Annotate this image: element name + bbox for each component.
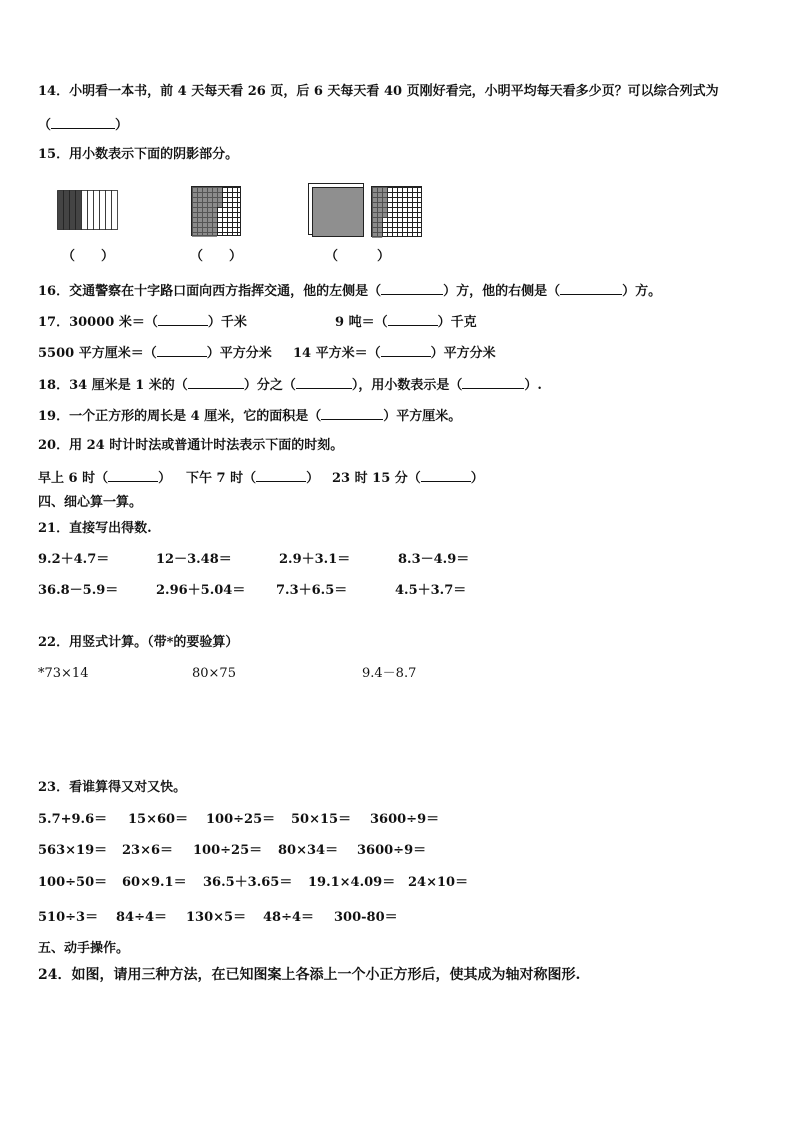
q15-figure-3a <box>308 183 366 237</box>
grid-cell-shaded <box>382 192 387 197</box>
grid-cell-shaded <box>202 187 207 192</box>
grid-cell-shaded <box>377 223 382 228</box>
strip-cell-shaded <box>70 191 76 230</box>
q23-r3-c1: 100÷50＝ <box>38 875 108 890</box>
grid-cell-shaded <box>202 197 207 202</box>
q23-r1-c3: 100÷25＝ <box>206 812 276 827</box>
grid-cell-shaded <box>382 187 387 192</box>
q16-blank-right[interactable] <box>560 282 622 295</box>
grid-cell-shaded <box>197 217 202 222</box>
q23-r3-c2: 60×9.1＝ <box>122 875 187 890</box>
q22-item-1: *73×14 <box>38 666 89 681</box>
grid-cell-shaded <box>192 207 197 212</box>
q23-r4-c4: 48÷4＝ <box>263 910 315 925</box>
q20-blank-b[interactable] <box>256 469 306 482</box>
grid-cell-shaded <box>197 212 202 217</box>
grid-cell-shaded <box>212 192 217 197</box>
grid-cell-shaded <box>192 187 197 192</box>
q23-r2-c2: 23×6＝ <box>122 843 174 858</box>
grid-cell-shaded <box>382 202 387 207</box>
grid-cell-shaded <box>207 227 212 232</box>
grid-cell-shaded <box>197 222 202 227</box>
grid-cell-shaded <box>377 213 382 218</box>
strip-cell <box>82 191 88 230</box>
grid-cell-shaded <box>207 187 212 192</box>
hundredths-grid-figure <box>192 187 242 237</box>
grid-cell-shaded <box>377 192 382 197</box>
q14-blank[interactable] <box>51 116 115 129</box>
q23-r2-c5: 3600÷9＝ <box>357 843 427 858</box>
q21-r2-c2: 2.96＋5.04＝ <box>156 583 246 598</box>
section-4-heading: 四、细心算一算。 <box>38 495 143 510</box>
q23-title: 23．看谁算得又对又快。 <box>38 780 187 795</box>
q23-r3-c4: 19.1×4.09＝ <box>308 875 396 890</box>
grid-cell-shaded <box>207 197 212 202</box>
grid-cell-shaded <box>197 207 202 212</box>
grid-cell-shaded <box>372 207 377 212</box>
q23-r2-c1: 563×19＝ <box>38 843 108 858</box>
q23-r4-c1: 510÷3＝ <box>38 910 99 925</box>
q17-blank-b[interactable] <box>388 313 438 326</box>
grid-cell-shaded <box>217 202 222 207</box>
grid-cell-shaded <box>382 197 387 202</box>
q20-blank-c[interactable] <box>421 469 471 482</box>
grid-cell-shaded <box>372 233 377 238</box>
grid-cell-shaded <box>207 212 212 217</box>
q21-r2-c3: 7.3＋6.5＝ <box>276 583 348 598</box>
grid-cell-shaded <box>212 187 217 192</box>
grid-cell-shaded <box>207 232 212 237</box>
strip-cell <box>106 191 112 230</box>
grid-cell-shaded <box>212 222 217 227</box>
full-square-figure <box>308 183 366 237</box>
grid-cell-shaded <box>377 187 382 192</box>
q15-figure-1 <box>57 190 118 230</box>
q23-r2-c3: 100÷25＝ <box>193 843 263 858</box>
grid-cell-shaded <box>377 207 382 212</box>
grid-cell-shaded <box>212 232 217 237</box>
grid-cell-shaded <box>212 207 217 212</box>
q23-r1-c4: 50×15＝ <box>291 812 352 827</box>
grid-cell-shaded <box>377 233 382 238</box>
grid-cell-shaded <box>212 217 217 222</box>
grid-cell-shaded <box>197 197 202 202</box>
grid-cell-shaded <box>202 227 207 232</box>
grid-cell-shaded <box>197 202 202 207</box>
q23-r4-c2: 84÷4＝ <box>116 910 168 925</box>
q23-r1-c1: 5.7+9.6＝ <box>38 812 108 827</box>
q17-d: 14 平方米＝（ ）平方分米 <box>293 346 496 361</box>
q17-a: 17．30000 米＝（ ）千米 <box>38 315 247 330</box>
q23-r2-c4: 80×34＝ <box>278 843 339 858</box>
q15-answer-3[interactable]: （ ） <box>325 249 391 264</box>
q23-r1-c5: 3600÷9＝ <box>370 812 440 827</box>
grid-cell-shaded <box>372 228 377 233</box>
grid-cell-shaded <box>372 218 377 223</box>
grid-cell-shaded <box>197 187 202 192</box>
q18-blank-3[interactable] <box>462 376 524 389</box>
strip-cell <box>100 191 106 230</box>
q24-text: 24．如图，请用三种方法，在已知图案上各添上一个小正方形后，使其成为轴对称图形. <box>38 967 581 983</box>
grid-cell-shaded <box>382 213 387 218</box>
grid-cell-shaded <box>207 222 212 227</box>
q20-b: 下午 7 时（ ） <box>186 471 320 486</box>
grid-cell-shaded <box>207 192 212 197</box>
grid-cell-shaded <box>202 192 207 197</box>
q14-answer-line: （ ） <box>38 118 129 133</box>
grid-cell-shaded <box>372 187 377 192</box>
q17-blank-d[interactable] <box>381 344 431 357</box>
section-5-heading: 五、动手操作。 <box>38 941 130 956</box>
q19-blank[interactable] <box>321 407 383 420</box>
q23-r1-c2: 15×60＝ <box>128 812 189 827</box>
q18-line: 18．34 厘米是 1 米的（ ）分之（ ），用小数表示是（ ）. <box>38 378 542 393</box>
q21-r2-c4: 4.5＋3.7＝ <box>395 583 467 598</box>
grid-cell-shaded <box>202 202 207 207</box>
grid-cell-shaded <box>192 232 197 237</box>
grid-cell-shaded <box>207 217 212 222</box>
strip-cell-shaded <box>58 191 64 230</box>
grid-cell-shaded <box>197 227 202 232</box>
q21-r1-c1: 9.2＋4.7＝ <box>38 552 110 567</box>
q23-r4-c5: 300-80＝ <box>334 910 398 925</box>
q19-line: 19．一个正方形的周长是 4 厘米，它的面积是（ ）平方厘米。 <box>38 409 462 424</box>
grid-cell-shaded <box>377 218 382 223</box>
q15-figure-3b <box>371 186 422 237</box>
grid-cell-shaded <box>377 197 382 202</box>
grid-cell-shaded <box>207 207 212 212</box>
q17-blank-a[interactable] <box>158 313 208 326</box>
strip-cell <box>94 191 100 230</box>
grid-cell-shaded <box>192 222 197 227</box>
q20-blank-a[interactable] <box>108 469 158 482</box>
strip-cell <box>88 191 94 230</box>
grid-cell-shaded <box>192 212 197 217</box>
q18-blank-1[interactable] <box>188 376 244 389</box>
grid-cell-shaded <box>212 197 217 202</box>
grid-cell-shaded <box>192 217 197 222</box>
q20-a: 早上 6 时（ ） <box>38 471 172 486</box>
q20-c: 23 时 15 分（ ） <box>332 471 484 486</box>
q17-b: 9 吨＝（ ）千克 <box>335 315 477 330</box>
strip-cell-shaded <box>64 191 70 230</box>
q15-answer-2[interactable]: （ ） <box>190 249 243 264</box>
hundredths-grid-figure-2 <box>372 187 423 238</box>
grid-cell-shaded <box>207 202 212 207</box>
grid-cell-shaded <box>202 217 207 222</box>
grid-cell-shaded <box>217 187 222 192</box>
strip-cell <box>112 191 118 230</box>
grid-cell-shaded <box>217 197 222 202</box>
q17-c: 5500 平方厘米＝（ ）平方分米 <box>38 346 272 361</box>
grid-cell-shaded <box>197 192 202 197</box>
q22-item-2: 80×75 <box>192 666 236 681</box>
q21-title: 21．直接写出得数. <box>38 521 152 536</box>
grid-cell-shaded <box>202 207 207 212</box>
grid-cell-shaded <box>202 222 207 227</box>
tenths-strip-figure <box>57 190 118 230</box>
grid-cell-shaded <box>212 227 217 232</box>
q17-blank-c[interactable] <box>157 344 207 357</box>
grid-cell-shaded <box>377 202 382 207</box>
q16-blank-left[interactable] <box>381 282 443 295</box>
q18-blank-2[interactable] <box>296 376 352 389</box>
q14-line1: 14．小明看一本书，前 4 天每天看 26 页，后 6 天每天看 40 页刚好看完，小明平均每天看多少页？可以综合列式为 <box>38 84 719 99</box>
q22-title: 22．用竖式计算。（带*的要验算） <box>38 635 239 650</box>
grid-cell-shaded <box>372 202 377 207</box>
q23-r4-c3: 130×5＝ <box>186 910 247 925</box>
grid-cell-shaded <box>192 192 197 197</box>
grid-cell-shaded <box>372 213 377 218</box>
q21-r1-c2: 12－3.48＝ <box>156 552 232 567</box>
grid-cell-shaded <box>382 207 387 212</box>
grid-cell-shaded <box>217 192 222 197</box>
grid-cell-shaded <box>197 232 202 237</box>
grid-cell-shaded <box>212 212 217 217</box>
q15-title: 15．用小数表示下面的阴影部分。 <box>38 147 239 162</box>
grid-cell-shaded <box>372 223 377 228</box>
q22-item-3: 9.4－8.7 <box>362 666 417 681</box>
grid-cell-shaded <box>372 192 377 197</box>
grid-cell-shaded <box>202 232 207 237</box>
q15-answer-1[interactable]: （ ） <box>62 249 115 264</box>
grid-cell-shaded <box>192 202 197 207</box>
q20-title: 20．用 24 时计时法或普通计时法表示下面的时刻。 <box>38 438 344 453</box>
q23-r3-c5: 24×10＝ <box>408 875 469 890</box>
q21-r1-c3: 2.9＋3.1＝ <box>279 552 351 567</box>
q23-r3-c3: 36.5＋3.65＝ <box>203 875 293 890</box>
strip-cell-shaded <box>76 191 82 230</box>
q21-r1-c4: 8.3－4.9＝ <box>398 552 470 567</box>
q21-r2-c1: 36.8－5.9＝ <box>38 583 119 598</box>
q15-figure-2 <box>191 186 241 236</box>
q16-line: 16．交通警察在十字路口面向西方指挥交通，他的左侧是（ ）方，他的右侧是（ ）方。 <box>38 284 662 299</box>
grid-cell-shaded <box>377 228 382 233</box>
grid-cell-shaded <box>212 202 217 207</box>
grid-cell-shaded <box>192 227 197 232</box>
grid-cell-shaded <box>192 197 197 202</box>
grid-cell-shaded <box>372 197 377 202</box>
grid-cell-shaded <box>202 212 207 217</box>
